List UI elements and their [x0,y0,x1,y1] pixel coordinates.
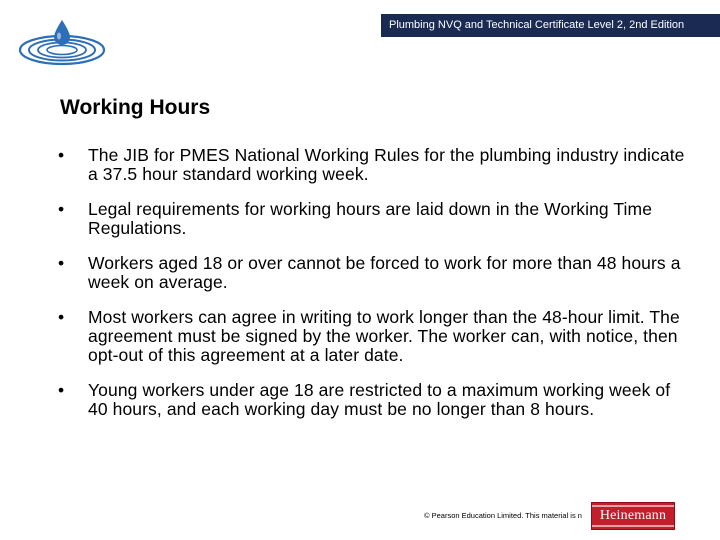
bullet-marker: • [58,199,65,219]
slide-title: Working Hours [60,96,211,119]
bullet-item [58,200,688,238]
bullet-list [58,146,688,435]
bullet-marker: • [58,380,65,400]
bullet-text: Most workers can agree in writing to work longer than the 48-hour limit. The agreement must be signed by the worker. The worker can, with notice, then opt-out of this agreement at a later date. [88,307,680,365]
publisher-logo-stripe [592,525,674,527]
bullet-text: Legal requirements for working hours are laid down in the Working Time Regulations. [88,199,653,238]
bullet-text: Young workers under age 18 are restricted to a maximum working week of 40 hours, and each working day must be no longer than 8 hours. [88,380,671,419]
water-drop-logo-icon [16,16,106,70]
edition-banner: Plumbing NVQ and Technical Certificate Level 2, 2nd Edition [381,14,720,37]
bullet-marker: • [58,145,65,165]
bullet-marker: • [58,307,65,327]
bullet-text: Workers aged 18 or over cannot be forced to work for more than 48 hours a week on average. [88,253,681,292]
publisher-logo-text: Heinemann [599,508,667,523]
publisher-logo-stripe [592,505,674,507]
bullet-marker: • [58,253,65,273]
bullet-item [58,146,688,184]
bullet-item [58,381,688,419]
bullet-item [58,254,688,292]
bullet-text: The JIB for PMES National Working Rules for the plumbing industry indicate a 37.5 hour standard working week. [88,145,685,184]
copyright-notice: © Pearson Education Limited. This material is n [424,511,582,520]
bullet-item [58,308,688,365]
publisher-logo [591,502,675,530]
